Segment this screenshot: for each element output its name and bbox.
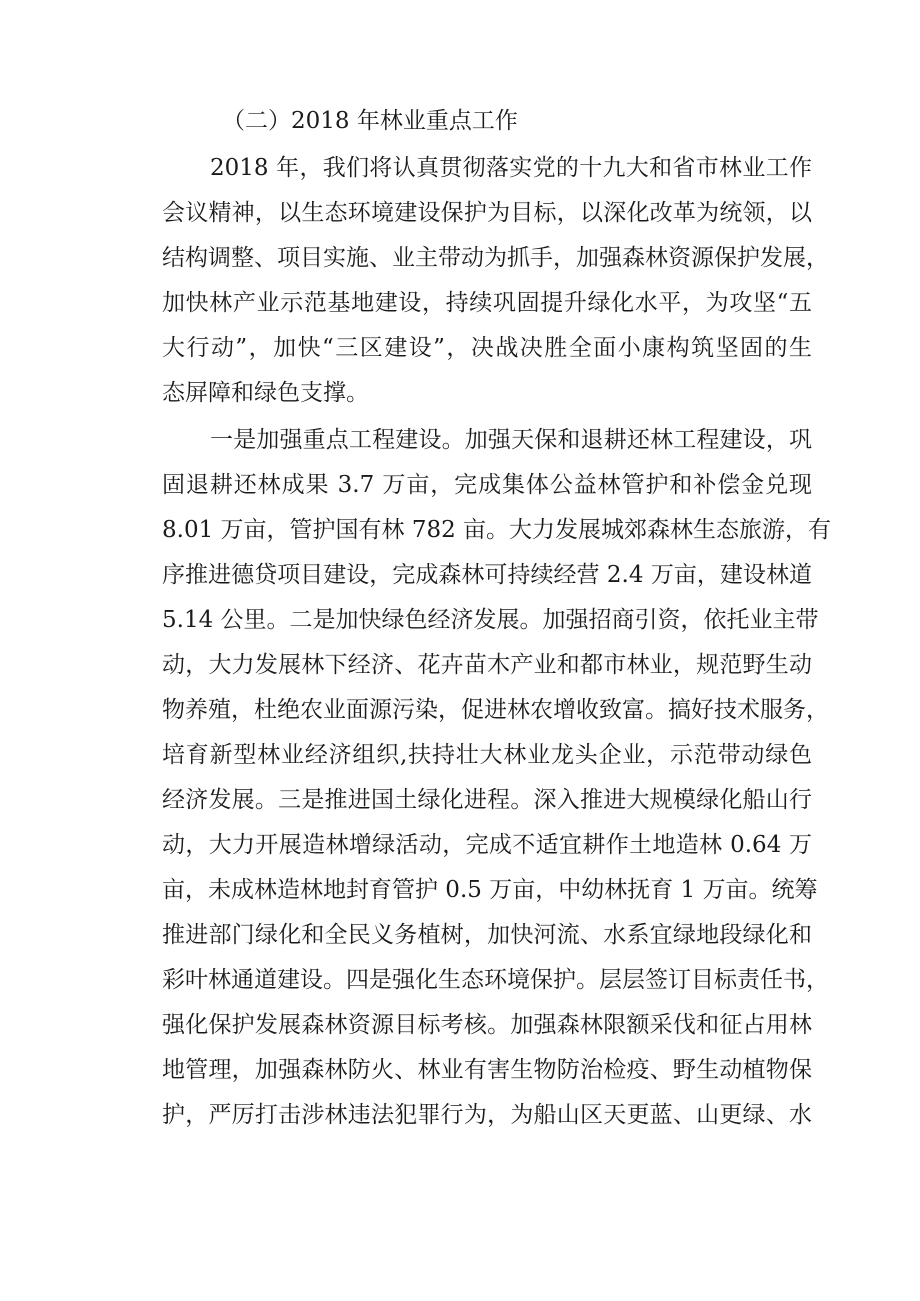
paragraph-line: 地管理，加强森林防火、林业有害生物防治检疫、野生动植物保 bbox=[162, 1057, 812, 1083]
paragraph-line: 加快林产业示范基地建设，持续巩固提升绿化水平，为攻坚“五 bbox=[162, 290, 812, 316]
paragraph-line: 亩，未成林造林地封育管护 0.5 万亩，中幼林抚育 1 万亩。统筹 bbox=[162, 877, 818, 903]
paragraph-line: 经济发展。三是推进国土绿化进程。深入推进大规模绿化船山行 bbox=[162, 787, 812, 813]
paragraph-line: 护，严厉打击涉林违法犯罪行为，为船山区天更蓝、山更绿、水 bbox=[162, 1102, 812, 1128]
paragraph-line: 结构调整、项目实施、业主带动为抓手，加强森林资源保护发展， bbox=[162, 245, 829, 271]
paragraph-line: 2018 年，我们将认真贯彻落实党的十九大和省市林业工作 bbox=[210, 155, 812, 181]
paragraph-line: 彩叶林通道建设。四是强化生态环境保护。层层签订目标责任书， bbox=[162, 967, 829, 993]
paragraph-line: 8.01 万亩，管护国有林 782 亩。大力发展城郊森林生态旅游，有 bbox=[162, 517, 832, 543]
paragraph-line: 强化保护发展森林资源目标考核。加强森林限额采伐和征占用林 bbox=[162, 1012, 812, 1038]
paragraph-line: 大行动”，加快“三区建设”，决战决胜全面小康构筑坚固的生 bbox=[162, 335, 812, 361]
paragraph-line: 动，大力发展林下经济、花卉苗木产业和都市林业，规范野生动 bbox=[162, 652, 812, 678]
paragraph-line: 动，大力开展造林增绿活动，完成不适宜耕作土地造林 0.64 万 bbox=[162, 832, 812, 858]
section-heading: （二）2018 年林业重点工作 bbox=[222, 108, 518, 134]
paragraph-line: 物养殖，杜绝农业面源污染，促进林农增收致富。搞好技术服务， bbox=[162, 697, 829, 723]
paragraph-line: 5.14 公里。二是加快绿色经济发展。加强招商引资，依托业主带 bbox=[162, 607, 819, 633]
paragraph-line: 培育新型林业经济组织,扶持壮大林业龙头企业，示范带动绿色 bbox=[162, 742, 812, 768]
paragraph-line: 态屏障和绿色支撑。 bbox=[162, 380, 369, 406]
paragraph-line: 序推进德贷项目建设，完成森林可持续经营 2.4 万亩，建设林道 bbox=[162, 562, 812, 588]
paragraph-line: 固退耕还林成果 3.7 万亩，完成集体公益林管护和补偿金兑现 bbox=[162, 472, 812, 498]
paragraph-line: 一是加强重点工程建设。加强天保和退耕还林工程建设，巩 bbox=[210, 427, 812, 453]
paragraph-line: 会议精神，以生态环境建设保护为目标，以深化改革为统领，以 bbox=[162, 200, 812, 226]
paragraph-line: 推进部门绿化和全民义务植树，加快河流、水系宜绿地段绿化和 bbox=[162, 922, 812, 948]
